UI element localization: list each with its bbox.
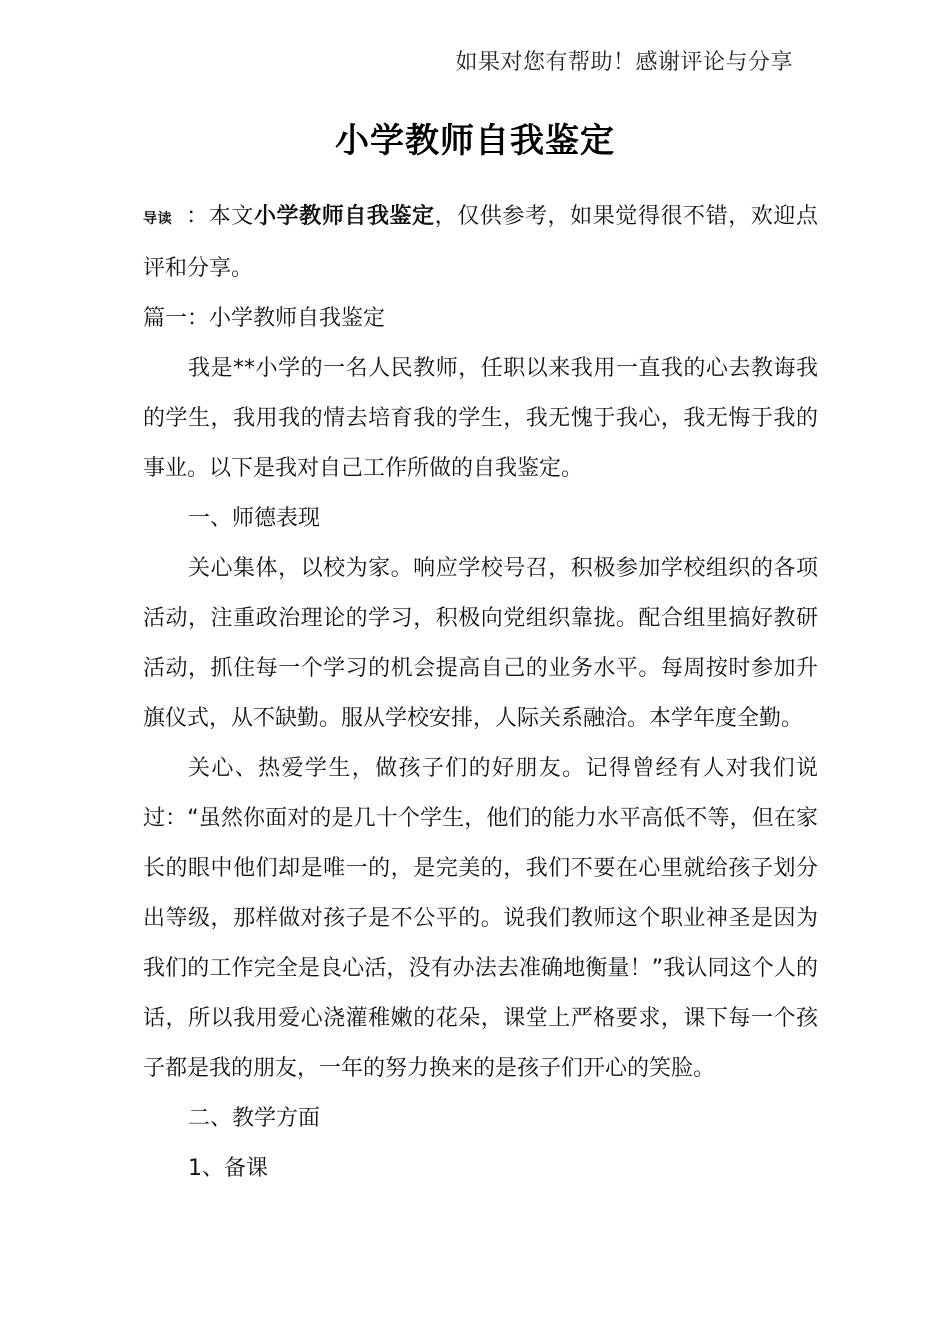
section-heading-part-one: 篇一：小学教师自我鉴定 [143,306,386,331]
section-heading-ethics: 一、师德表现 [188,506,321,531]
section-heading-teaching: 二、教学方面 [188,1106,321,1131]
page-title: 小学教师自我鉴定 [335,120,615,161]
subsection-heading-lesson-prep: 1、备课 [188,1156,268,1181]
header-note: 如果对您有帮助！感谢评论与分享 [455,50,793,75]
document-body [143,192,818,1194]
intro-prefix: ：本文 [186,204,254,229]
body-paragraph: 我是**小学的一名人民教师，任职以来我用一直我的心去教诲我的学生，我用我的情去培育我的学生，我无愧于我心，我无悔于我的事业。以下是我对自己工作所做的自我鉴定。 [143,356,818,481]
intro-suffix: ，仅供参考，如果觉得很不错，欢迎点评和分享。 [143,204,818,281]
body-paragraph: 关心集体，以校为家。响应学校号召，积极参加学校组织的各项活动，注重政治理论的学习，积极向党组织靠拢。配合组里搞好教研活动，抓住每一个学习的机会提高自己的业务水平。每周按时参加升旗仪式，从不缺勤。服从学校安排，人际关系融洽。本学年度全勤。 [143,556,818,731]
body-paragraph: 关心、热爱学生，做孩子们的好朋友。记得曾经有人对我们说过：“虽然你面对的是几十个学生，他们的能力水平高低不等，但在家长的眼中他们却是唯一的，是完美的，我们不要在心里就给孩子划分出等级，那样做对孩子是不公平的。说我们教师这个职业神圣是因为我们的工作完全是良心活，没有办法去准确地衡量！”我认同这个人的话，所以我用爱心浇灌稚嫩的花朵，课堂上严格要求，课下每一个孩子都是我的朋友，一年的努力换来的是孩子们开心的笑脸。 [143,756,818,1081]
intro-paragraph [143,192,818,294]
intro-bold-title: 小学教师自我鉴定 [253,204,435,229]
intro-label: 导读 [143,211,173,227]
